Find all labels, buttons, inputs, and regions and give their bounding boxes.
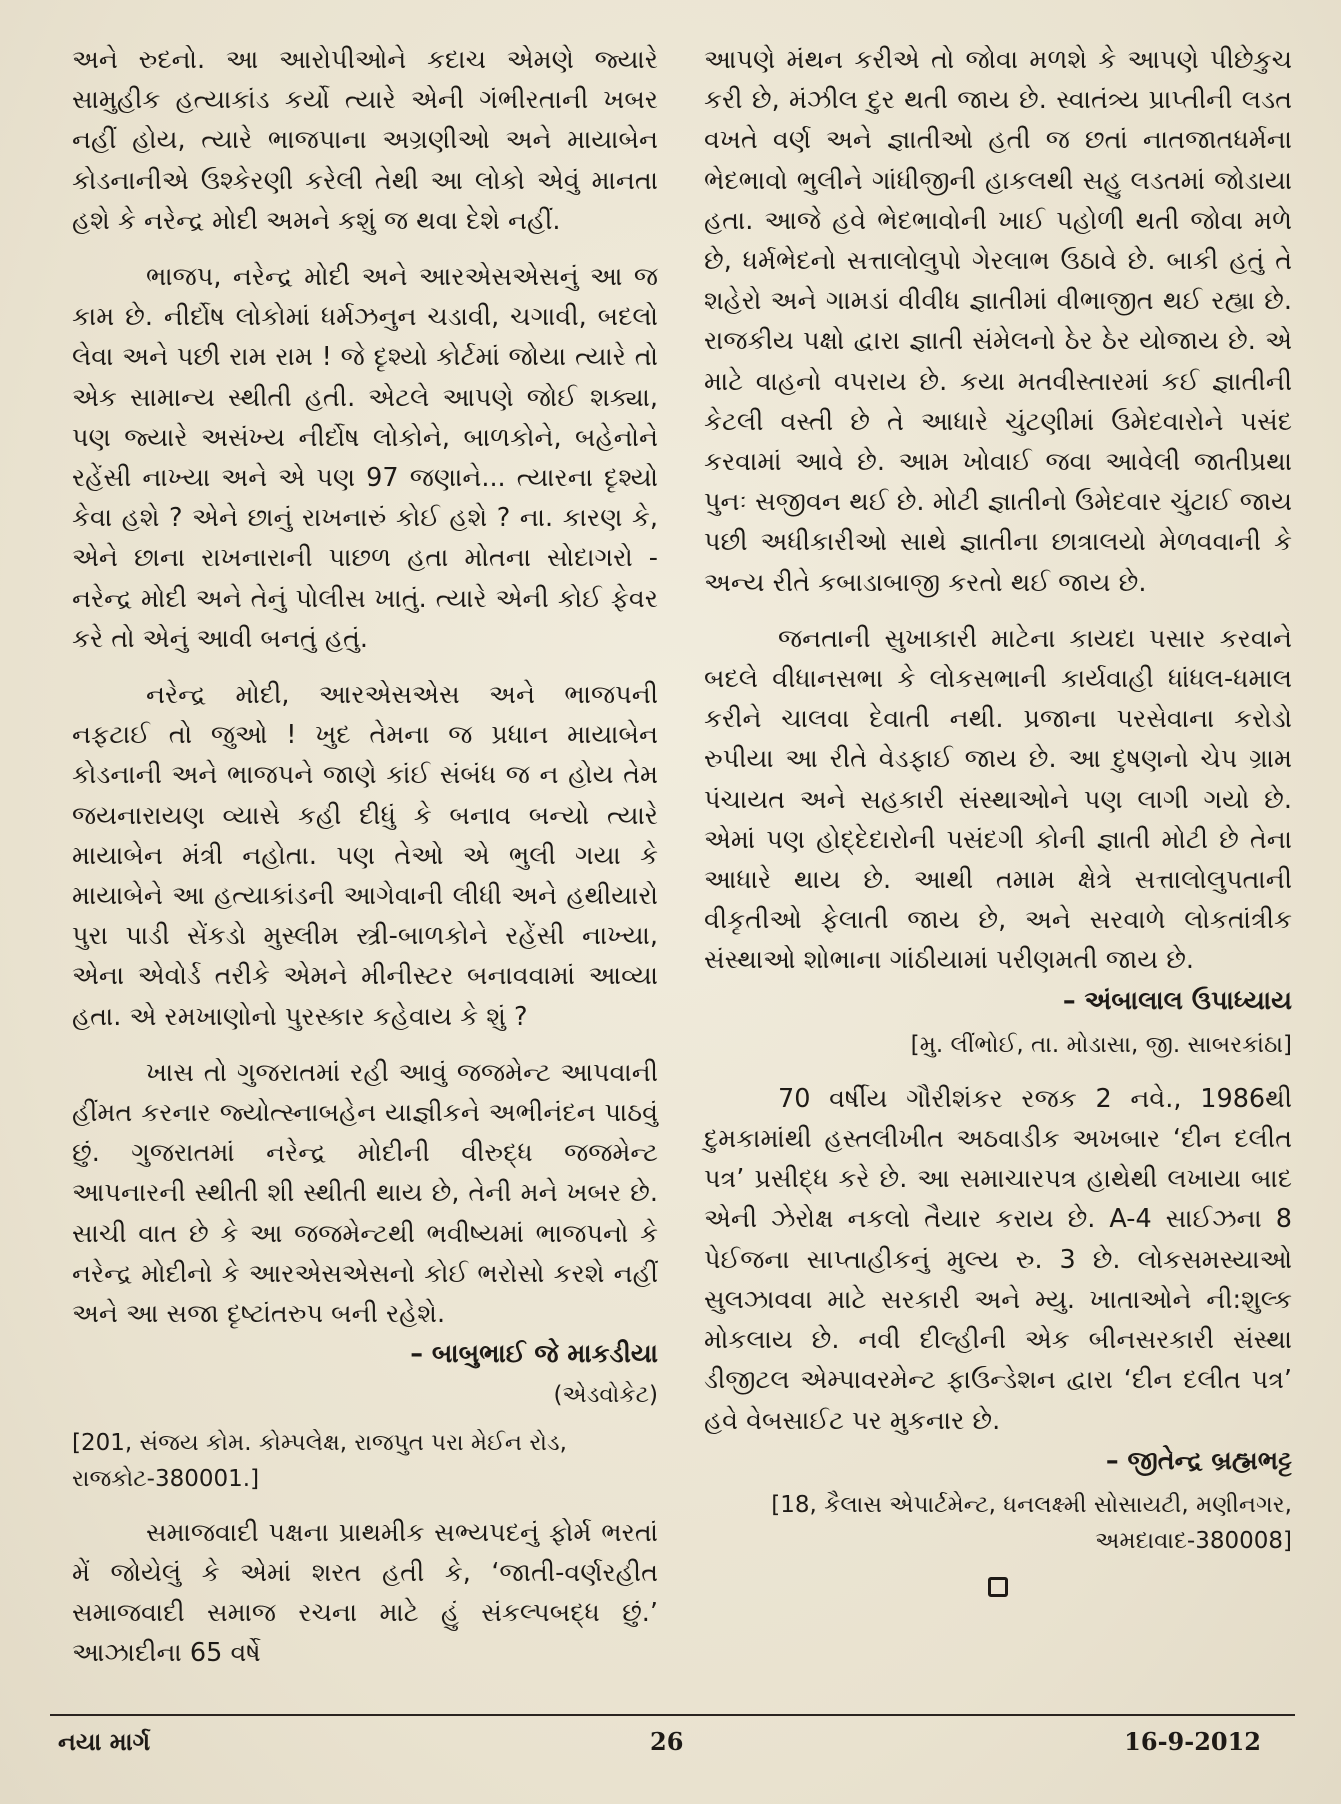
paragraph: અને રુદનો. આ આરોપીઓને કદાચ એમણે જ્યારે સામુહીક હત્યાકાંડ કર્યો ત્યારે એની ગંભીરતાની ખબર નહીં હોય, ત્યારે ભાજપાના અગ્રણીઓ અને માયાબેન કોડનાનીએ ઉશ્કેરણી કરેલી તેથી આ લોકો એવું માનતા હશે કે નરેન્દ્ર મોદી અમને કશું જ થવા દેશે નહીં.	[72, 45, 658, 236]
square-end-icon	[988, 1577, 1008, 1597]
author-signature: – જીતેન્દ્ર બ્રહ્મભટ્ટ	[1105, 1445, 1292, 1476]
right-column	[704, 40, 1292, 1609]
paragraph: ખાસ તો ગુજરાતમાં રહી આવું જજમેન્ટ આપવાની હીંમત કરનાર જ્યોત્સ્નાબહેન યાજ્ઞીકને અભીનંદન પાઠવું છું. ગુજરાતમાં નરેન્દ્ર મોદીની વીરુદ્ધ જજમેન્ટ આપનારની સ્થીતી શી સ્થીતી થાય છે, તેની મને ખબર છે. સાચી વાત છે કે આ જજમેન્ટથી ભવીષ્યમાં ભાજપનો કે નરેન્દ્ર મોદીનો કે આરએસએસનો કોઈ ભરોસો કરશે નહીં અને આ સજા દૃષ્ટાંતરુપ બની રહેશે.	[72, 1057, 658, 1330]
author-address-line: અમદાવાદ-380008]	[1095, 1527, 1292, 1554]
author-address-line: [18, કૈલાસ એપાર્ટમેન્ટ, ધનલક્ષ્મી સોસાયટી, મણીનગર,	[771, 1491, 1292, 1518]
paragraph: આપણે મંથન કરીએ તો જોવા મળશે કે આપણે પીછેકુચ કરી છે, મંઝીલ દુર થતી જાય છે. સ્વાતંત્ર્ય પ્રાપ્તીની લડત વખતે વર્ણ અને જ્ઞાતીઓ હતી જ છતાં નાતજાતધર્મના ભેદભાવો ભુલીને ગાંધીજીની હાકલથી સહુ લડતમાં જોડાયા હતા. આજે હવે ભેદભાવોની ખાઈ પહોળી થતી જોવા મળે છે, ધર્મભેદનો સત્તાલોલુપો ગેરલાભ ઉઠાવે છે. બાકી હતું તે શહેરો અને ગામડાં વીવીધ જ્ઞાતીમાં વીભાજીત થઈ રહ્યા છે. રાજકીય પક્ષો દ્વારા જ્ઞાતી સંમેલનો ઠેર ઠેર યોજાય છે. એ માટે વાહનો વપરાય છે. કયા મતવીસ્તારમાં કઈ જ્ઞાતીની કેટલી વસ્તી છે તે આધારે ચુંટણીમાં ઉમેદવારોને પસંદ કરવામાં આવે છે. આમ ખોવાઈ જવા આવેલી જાતીપ્રથા પુનઃ સજીવન થઈ છે. મોટી જ્ઞાતીનો ઉમેદવાર ચુંટાઈ જાય પછી અધીકારીઓ સાથે જ્ઞાતીના છાત્રાલયો મેળવવાની કે અન્ય રીતે કબાડાબાજી કરતો થઈ જાય છે.	[704, 45, 1292, 598]
issue-date: 16-9-2012	[1124, 1727, 1261, 1756]
page-number: 26	[650, 1727, 684, 1756]
left-column	[72, 40, 658, 1674]
author-signature: – બાબુભાઈ જે માકડીયા	[410, 1339, 658, 1370]
paragraph: નરેન્દ્ર મોદી, આરએસએસ અને ભાજપની નફટાઈ તો જુઓ ! ખુદ તેમના જ પ્રધાન માયાબેન કોડનાની અને ભાજપને જાણે કાંઈ સંબંધ જ ન હોય તેમ જયનારાયણ વ્યાસે કહી દીધું કે બનાવ બન્યો ત્યારે માયાબેન મંત્રી નહોતા. પણ તેઓ એ ભુલી ગયા કે માયાબેને આ હત્યાકાંડની આગેવાની લીધી અને હથીયારો પુરા પાડી સેંકડો મુસ્લીમ સ્ત્રી-બાળકોને રહેંસી નાખ્યા, એના એવોર્ડ તરીકે એમને મીનીસ્ટર બનાવવામાં આવ્યા હતા. એ રમખાણોનો પુરસ્કાર કહેવાય કે શું ?	[72, 680, 658, 1032]
footer-rule	[50, 1714, 1295, 1716]
author-signature: – અંબાલાલ ઉપાધ્યાય	[1062, 985, 1292, 1016]
paragraph: જનતાની સુખાકારી માટેના કાયદા પસાર કરવાને બદલે વીધાનસભા કે લોકસભાની કાર્યવાહી ધાંધલ-ધમાલ કરીને ચાલવા દેવાતી નથી. પ્રજાના પરસેવાના કરોડો રુપીયા આ રીતે વેડફાઈ જાય છે. આ દુષણનો ચેપ ગ્રામ પંચાયત અને સહકારી સંસ્થાઓને પણ લાગી ગયો છે. એમાં પણ હોદ્દેદારોની પસંદગી કોની જ્ઞાતી મોટી છે તેના આધારે થાય છે. આથી તમામ ક્ષેત્રે સત્તાલોલુપતાની વીકૃતીઓ ફેલાતી જાય છે, અને સરવાળે લોકતાંત્રીક સંસ્થાઓ શોભાના ગાંઠીયામાં પરીણમતી જાય છે.	[704, 623, 1292, 976]
author-address: [201, સંજય કોમ. કોમ્પલેક્ષ, રાજપુત પરા મેઈન રોડ, રાજકોટ-380001.]	[72, 1429, 567, 1492]
author-title: (એડવોકેટ)	[553, 1381, 658, 1408]
paragraph: ભાજપ, નરેન્દ્ર મોદી અને આરએસએસનું આ જ કામ છે. નીર્દોષ લોકોમાં ધર્મઝનુન ચડાવી, ચગાવી, બદલો લેવા અને પછી રામ રામ ! જે દૃશ્યો કોર્ટમાં જોયા ત્યારે તો એક સામાન્ય સ્થીતી હતી. એટલે આપણે જોઈ શક્યા, પણ જ્યારે અસંખ્ય નીર્દોષ લોકોને, બાળકોને, બહેનોને રહેંસી નાખ્યા અને એ પણ 97 જણાને... ત્યારના દૃશ્યો કેવા હશે ? એને છાનું રાખનારું કોઈ હશે ? ના. કારણ કે, એને છાના રાખનારાની પાછળ હતા મોતના સોદાગરો - નરેન્દ્ર મોદી અને તેનું પોલીસ ખાતું. ત્યારે એની કોઈ ફેવર કરે તો એનું આવી બનતું હતું.	[72, 262, 658, 654]
paragraph: 70 વર્ષીય ગૌરીશંકર રજક 2 નવે., 1986થી દુમકામાંથી હસ્તલીખીત અઠવાડીક અખબાર ‘દીન દલીત પત્ર’ પ્રસીદ્ધ કરે છે. આ સમાચારપત્ર હાથેથી લખાયા બાદ એની ઝેરોક્ષ નકલો તૈયાર કરાય છે. A-4 સાઈઝના 8 પેઈજના સાપ્તાહીકનું મુલ્ય રુ. 3 છે. લોકસમસ્યાઓ સુલઝાવવા માટે સરકારી અને મ્યુ. ખાતાઓને ની:શુલ્ક મોકલાય છે. નવી દીલ્હીની એક બીનસરકારી સંસ્થા ડીજીટલ એમ્પાવરમેન્ટ ફાઉન્ડેશન દ્વારા ‘દીન દલીત પત્ર’ હવે વેબસાઈટ પર મુકનાર છે.	[704, 1083, 1292, 1436]
end-of-article-marker	[704, 1569, 1292, 1609]
author-address: [મુ. લીંભોઈ, તા. મોડાસા, જી. સાબરકાંઠા]	[910, 1031, 1292, 1058]
paragraph: સમાજવાદી પક્ષના પ્રાથમીક સભ્યપદનું ફોર્મ ભરતાં મેં જોયેલું કે એમાં શરત હતી કે, ‘જાતી-વર્ણરહીત સમાજવાદી સમાજ રચના માટે હું સંકલ્પબદ્ધ છું.’ આઝાદીના 65 વર્ષે	[72, 1517, 658, 1669]
magazine-name: નયા માર્ગ	[58, 1727, 151, 1756]
